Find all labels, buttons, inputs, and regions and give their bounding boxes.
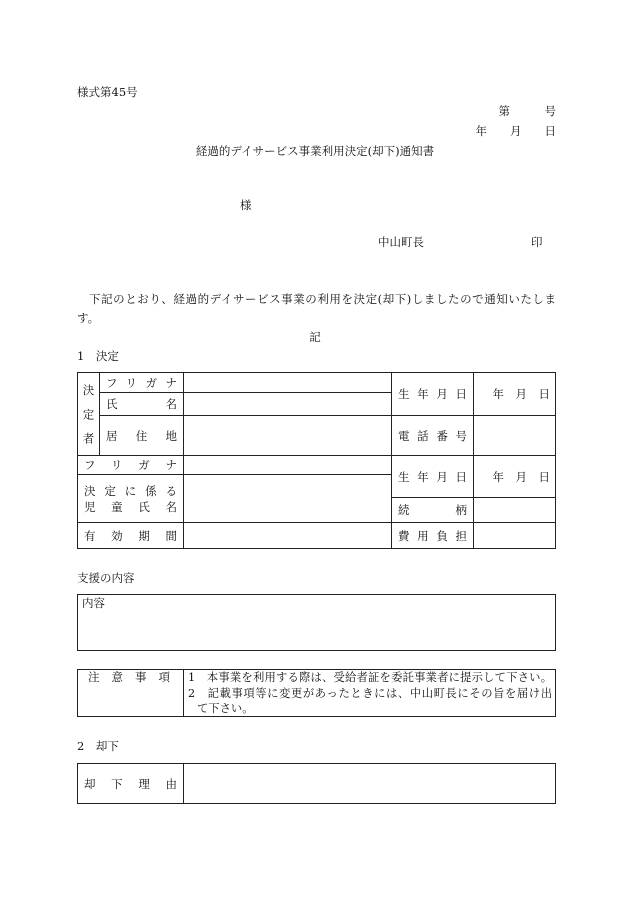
seal-mark: 印	[531, 235, 543, 249]
name-label-cell	[100, 393, 184, 416]
cost-label-cell	[392, 523, 474, 549]
child-birthdate-label: 生年月日	[398, 469, 467, 484]
rejection-heading: 2 却下	[77, 739, 119, 753]
issue-date: 年 月 日	[475, 124, 556, 138]
name-value	[184, 393, 392, 416]
support-content-label: 内容	[82, 596, 105, 610]
decider-label: 決定者	[81, 384, 96, 444]
validity-label-cell	[78, 523, 184, 549]
issuer-name: 中山町長	[378, 235, 424, 249]
name-label: 氏名	[106, 397, 177, 411]
child-birthdate-value	[474, 456, 556, 498]
rejection-reason-value	[184, 764, 556, 804]
child-birthdate-placeholder: 年 月 日	[492, 469, 550, 484]
decision-heading: 1 決定	[77, 349, 119, 363]
document-number: 第 号	[498, 104, 556, 118]
addressee-suffix: 様	[240, 198, 252, 212]
notice-line: 2 記載事項等に変更があったときには、中山町長にその旨を届け出	[188, 686, 552, 700]
body-text-line: 下記のとおり、経過的デイサービス事業の利用を決定(却下)しましたので通知いたしま	[77, 292, 556, 306]
relationship-label: 続柄	[398, 503, 467, 517]
rejection-reason-label-cell	[78, 764, 184, 804]
child-furigana-value	[184, 456, 392, 475]
address-value	[184, 416, 392, 456]
furigana-label-cell	[100, 373, 184, 393]
child-name-label-line1: 決定に係る	[84, 483, 177, 498]
child-furigana-label: フリガナ	[84, 458, 177, 472]
rejection-table	[77, 763, 556, 804]
validity-value	[184, 523, 392, 549]
furigana-label: フリガナ	[106, 375, 177, 390]
ki-marker: 記	[309, 330, 321, 344]
child-name-label-line2: 児童氏名	[84, 499, 177, 514]
address-label-cell	[100, 416, 184, 456]
address-label: 居住地	[106, 428, 177, 443]
notice-line: て下さい。	[197, 702, 254, 715]
birthdate-placeholder: 年 月 日	[492, 387, 550, 401]
cost-value	[474, 523, 556, 549]
notice-line: 1 本事業を利用する際は、受給者証を委託事業者に提示して下さい。	[188, 671, 552, 684]
form-number: 様式第45号	[77, 85, 138, 99]
notice-label-cell	[78, 670, 184, 717]
validity-label: 有効期間	[84, 528, 177, 543]
relationship-value	[474, 498, 556, 523]
furigana-value	[184, 373, 392, 393]
birthdate-label: 生年月日	[398, 387, 467, 401]
child-name-value	[184, 475, 392, 523]
document-title: 経過的デイサービス事業利用決定(却下)通知書	[195, 144, 435, 158]
phone-label: 電話番号	[398, 428, 467, 443]
decision-table	[77, 372, 556, 549]
decider-label-cell	[78, 373, 100, 456]
support-heading: 支援の内容	[77, 571, 135, 585]
phone-value	[474, 416, 556, 456]
child-furigana-label-cell	[78, 456, 184, 475]
notice-table	[77, 669, 556, 717]
notice-body	[184, 670, 556, 717]
support-content-box	[77, 594, 556, 651]
relationship-label-cell	[392, 498, 474, 523]
phone-label-cell	[392, 416, 474, 456]
rejection-reason-label: 却下理由	[84, 776, 177, 791]
child-birthdate-label-cell	[392, 456, 474, 498]
child-name-label-cell	[78, 475, 184, 523]
birthdate-value	[474, 373, 556, 416]
notice-label: 注意事項	[88, 670, 170, 684]
body-text-line: す。	[77, 311, 100, 325]
cost-label: 費用負担	[398, 528, 467, 543]
birthdate-label-cell	[392, 373, 474, 416]
